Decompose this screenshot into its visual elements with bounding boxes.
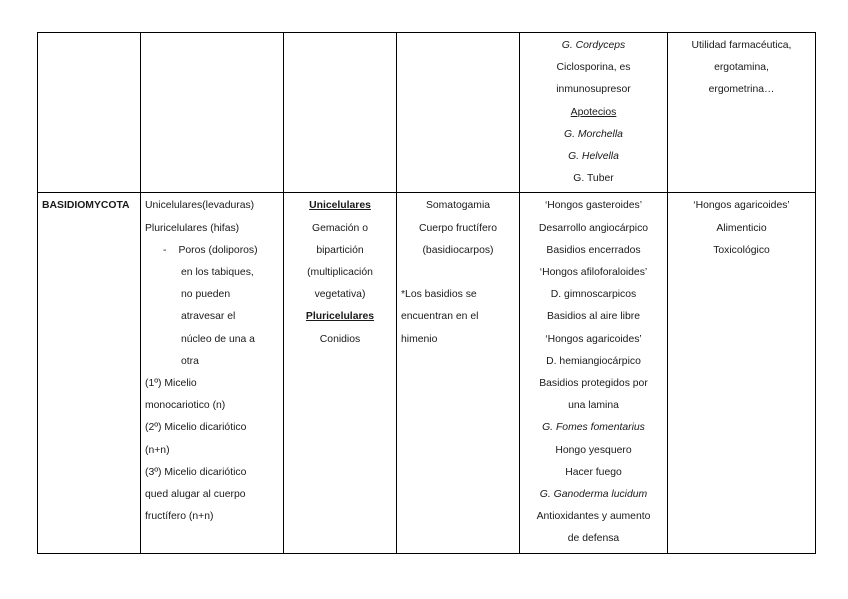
cell-r1-sexual [397,33,520,193]
text-line: Basidios al aire libre [547,311,640,323]
cell-r2-asexual [284,193,397,553]
text-line: G. Cordyceps [561,40,626,51]
text-line: otra [181,355,199,367]
text-line: fructífero (n+n) [145,511,214,523]
text-line: bipartición [316,244,364,256]
text-line: inmunosupresor [556,84,631,96]
cell-r1-grupos [520,33,668,193]
text-line: (basidiocarpos) [422,244,494,256]
cell-r1-talo [141,33,284,193]
text-line: Antioxidantes y aumento [536,511,651,523]
text-line: Unicelulares(levaduras) [145,200,255,212]
text-line: Desarrollo angiocárpico [538,222,649,234]
text-line: (2º) Micelio dicariótico [145,422,247,434]
table-row-basidiomycota [38,193,816,553]
text-line: Basidios protegidos por [539,378,648,390]
text-line: (n+n) [145,444,170,456]
text-line: Somatogamia [425,200,491,212]
heading-unicelulares: Unicelulares [309,200,371,212]
cell-r2-grupos [520,193,668,553]
cell-r1-importancia [668,33,816,193]
text-line: Poros (doliporos) [178,244,258,256]
cell-r2-sexual [397,193,520,553]
text-line: Gemación o [311,222,369,234]
text-line: himenio [401,333,438,345]
text-line: Alimenticio [716,222,767,234]
text-line: (multiplicación [307,267,373,279]
cell-r2-importancia [668,193,816,553]
text-line: Hongo yesquero [555,444,632,456]
text-line: encuentran en el [401,311,479,323]
text-line: monocariotico (n) [145,400,226,412]
text-line: Basidios encerrados [546,244,641,256]
text-line: de defensa [567,533,620,545]
text-line: ‘Hongos agaricoides’ [545,333,642,345]
text-line: no pueden [181,289,231,301]
text-line: Toxicológico [713,244,770,256]
text-line: ‘Hongos gasteroides’ [544,200,643,212]
text-line: G. Ganoderma lucidum [539,489,648,501]
text-line: ‘Hongos agaricoides’ [693,200,790,212]
cell-r2-talo [141,193,284,553]
text-line: ‘Hongos afiloforaloides’ [539,267,648,279]
cell-r2-phylum [38,193,141,553]
text-line: Pluricelulares (hifas) [145,222,240,234]
text-line: atravesar el [181,311,236,323]
cell-r1-phylum [38,33,141,193]
text-line: Utilidad farmacéutica, [691,40,792,51]
text-line: G. Fomes fomentarius [542,422,645,434]
text-line: Apotecios [570,106,617,118]
text-line: en los tabiques, [181,267,254,279]
table-row-ascomycota-continuation [38,33,816,193]
heading-pluricelulares: Pluricelulares [305,311,375,323]
text-line: ergometrina… [708,84,775,96]
text-line: Conidios [319,333,361,345]
text-line: vegetativa) [314,289,366,301]
text-line: G. Morchella [564,128,623,140]
text-line: Hacer fuego [565,466,622,478]
text-line: Cuerpo fructífero [419,222,497,234]
text-line: ergotamina, [714,62,769,74]
phylum-name: BASIDIOMYCOTA [42,200,130,212]
text-line: G. Helvella [568,151,619,163]
text-line: Ciclosporina, es [556,62,631,74]
dash-bullet: - [163,244,167,256]
text-line: G. Tuber [573,173,614,185]
text-line: (3º) Micelio dicariótico [145,466,247,478]
text-line: una lamina [568,400,619,412]
text-line: (1º) Micelio [145,378,197,390]
text-line: núcleo de una a [181,333,255,345]
text-line: D. hemiangiocárpico [546,355,641,367]
text-line: D. gimnoscarpicos [550,289,637,301]
text-line: qued alugar al cuerpo [145,489,246,501]
text-line: *Los basidios se [401,289,477,301]
cell-r1-asexual [284,33,397,193]
fungi-classification-table [37,32,816,554]
